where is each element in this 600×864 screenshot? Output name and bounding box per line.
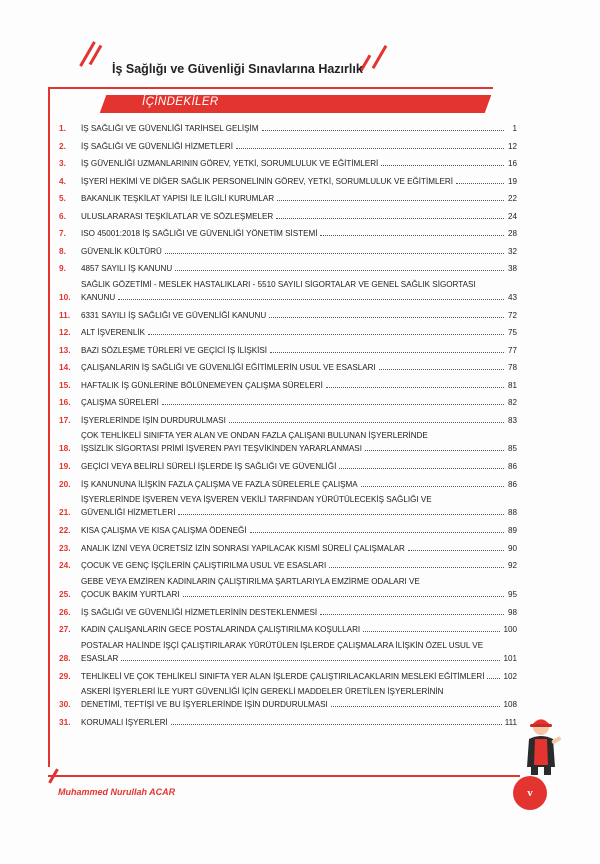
dot-leader <box>381 164 504 166</box>
toc-entry-page: 19 <box>507 176 517 186</box>
dot-leader <box>148 333 504 335</box>
toc-entry-title: BAZI SÖZLEŞME TÜRLERİ VE GEÇİCİ İŞ İLİŞKİSİ <box>81 345 268 355</box>
dot-leader <box>183 595 504 597</box>
toc-entry-number: 6. <box>59 210 66 221</box>
toc-entry-title: KORUMALI İŞYERLERİ <box>81 718 168 727</box>
toc-entry[interactable] <box>59 171 517 186</box>
toc-entry-title: 4857 SAYILI İŞ KANUNU <box>81 264 173 273</box>
toc-entry[interactable] <box>59 456 517 471</box>
dot-leader <box>262 129 504 131</box>
dot-leader <box>250 531 504 533</box>
toc-entry-title: DENETİMİ, TEFTİŞİ VE BU İŞYERLERİNDE İŞİN DURDURULMASI <box>81 700 328 709</box>
toc-entry-number: 31. <box>59 717 71 727</box>
toc-entry-title: ASKERİ İŞYERLERİ İLE YURT GÜVENLİĞİ İÇİN GEREKLİ MADDELER ÜRETİLEN İŞYERLERİNİN <box>81 687 444 696</box>
toc-entry-page: 86 <box>507 479 517 489</box>
dot-leader <box>171 723 502 725</box>
toc-entry-title: KADIN ÇALIŞANLARIN GECE POSTALARINDA ÇALIŞTIRILMA KOŞULLARI <box>81 625 361 634</box>
toc-entry-page: 89 <box>507 526 517 535</box>
toc-entry-title: 6331 SAYILI İŞ SAĞLIĞI VE GÜVENLİĞİ KANUNU <box>81 310 267 320</box>
toc-entry-number: 1. <box>59 123 66 133</box>
toc-entry[interactable] <box>59 427 517 453</box>
toc-entry[interactable] <box>59 305 517 320</box>
dot-leader <box>118 298 504 300</box>
toc-entry-title: KISA ÇALIŞMA VE KISA ÇALIŞMA ÖDENEĞİ <box>81 526 247 535</box>
dot-leader <box>408 549 504 551</box>
toc-entry[interactable] <box>59 602 517 617</box>
toc-entry-number: 12. <box>59 327 71 337</box>
toc-entry[interactable] <box>59 258 517 273</box>
dot-leader <box>269 316 504 318</box>
toc-entry-page: 88 <box>507 508 517 517</box>
toc-entry-page: 77 <box>507 345 517 355</box>
toc-entry-number: 26. <box>59 606 71 617</box>
toc-entry[interactable] <box>59 637 517 663</box>
toc-entry-page: 72 <box>507 310 517 320</box>
toc-entry-title: ÇALIŞMA SÜRELERİ <box>81 398 159 407</box>
toc-entry[interactable] <box>59 573 517 599</box>
toc-entry-title: İŞYERİ HEKİMİ VE DİĞER SAĞLIK PERSONELİNİN GÖREV, YETKİ, SORUMLULUK VE EĞİTİMLERİ <box>81 176 453 186</box>
toc-entry-number: 28. <box>59 652 71 663</box>
toc-entry[interactable] <box>59 491 517 517</box>
dot-leader <box>487 677 500 679</box>
frame-bottom-line <box>48 775 520 777</box>
toc-entry[interactable] <box>59 392 517 407</box>
toc-entry-page: 32 <box>507 246 517 256</box>
dot-leader <box>236 147 504 149</box>
toc-entry-title: GEÇİCİ VEYA BELİRLİ SÜRELİ İŞLERDE İŞ SAĞLIĞI VE GÜVENLİĞİ <box>81 462 337 471</box>
dot-leader <box>365 449 504 451</box>
toc-entry[interactable] <box>59 555 517 570</box>
book-title: İş Sağlığı ve Güvenliği Sınavlarına Hazırlık <box>112 62 363 76</box>
toc-entry-title: ÇOCUK VE GENÇ İŞÇİLERİN ÇALIŞTIRILMA USUL VE ESASLARI <box>81 561 327 570</box>
toc-entry-number: 8. <box>59 245 66 256</box>
toc-entry-title: ULUSLARARASI TEŞKİLATLAR VE SÖZLEŞMELER <box>81 211 274 221</box>
frame-top-line <box>48 87 493 89</box>
toc-entry-number: 16. <box>59 397 71 407</box>
toc-entry-title: KANUNU <box>81 292 116 302</box>
dot-leader <box>229 421 504 423</box>
toc-entry-title: ISO 45001:2018 İŞ SAĞLIĞI VE GÜVENLİĞİ YÖNETİM SİSTEMİ <box>81 229 318 238</box>
dot-leader <box>456 182 504 184</box>
toc-entry-title: İŞYERLERİNDE İŞVEREN VEYA İŞVEREN VEKİLİ TARFINDAN YÜRÜTÜLECEKİŞ SAĞLIĞI VE <box>81 495 432 504</box>
toc-entry[interactable] <box>59 118 517 133</box>
toc-entry-title: HAFTALIK İŞ GÜNLERİNE BÖLÜNEMEYEN ÇALIŞMA SÜRELERİ <box>81 380 323 390</box>
toc-entry[interactable] <box>59 223 517 238</box>
toc-entry-page: 16 <box>507 159 517 168</box>
toc-entry-page: 81 <box>507 380 517 390</box>
toc-entry-page: 83 <box>507 415 517 425</box>
dot-leader <box>339 467 504 469</box>
toc-entry-page: 82 <box>507 398 517 407</box>
toc-entry-title: GÜVENLİĞİ HİZMETLERİ <box>81 508 176 517</box>
toc-entry-number: 27. <box>59 624 71 634</box>
toc-entry-page: 102 <box>503 671 517 681</box>
toc-entry-title: SAĞLIK GÖZETİMİ - MESLEK HASTALIKLARI - 5510 SAYILI SİGORTALAR VE GENEL SAĞLIK SİGORTASI <box>81 279 476 289</box>
dot-leader <box>162 403 504 405</box>
toc-entry-title: İŞ SAĞLIĞI VE GÜVENLİĞİ HİZMETLERİNİN DESTEKLENMESİ <box>81 607 318 617</box>
toc-entry-number: 15. <box>59 379 71 390</box>
toc-entry-page: 86 <box>507 462 517 471</box>
toc-entry-title: POSTALAR HALİNDE İŞÇİ ÇALIŞTIRILARAK YÜRÜTÜLEN İŞLERDE ÇALIŞMALARA İLİŞKİN ÖZEL USUL VE <box>81 640 484 650</box>
toc-entry-number: 22. <box>59 525 71 535</box>
toc-entry-page: 24 <box>507 211 517 221</box>
dot-leader <box>329 566 504 568</box>
toc-entry-page: 1 <box>512 124 517 133</box>
dot-leader <box>270 351 504 353</box>
toc-heading: İÇİNDEKİLER <box>142 96 219 108</box>
toc-entry[interactable] <box>59 276 517 302</box>
toc-entry-page: 92 <box>507 561 517 570</box>
dot-leader <box>165 252 504 254</box>
toc-entry-title: BAKANLIK TEŞKİLAT YAPISI İLE İLGİLİ KURUMLAR <box>81 194 275 203</box>
toc-entry-title: GEBE VEYA EMZİREN KADINLARIN ÇALIŞTIRILMA ŞARTLARIYLA EMZİRME ODALARI VE <box>81 576 420 586</box>
toc-entry-title: ÇALIŞANLARIN İŞ SAĞLIĞI VE GÜVENLİĞİ EĞİTİMLERİN USUL VE ESASLARI <box>81 363 376 372</box>
toc-entry-title: ALT İŞVERENLİK <box>81 328 146 337</box>
worker-illustration <box>521 715 567 775</box>
toc-entry-page: 78 <box>507 363 517 372</box>
dot-leader <box>320 613 504 615</box>
toc-entry[interactable] <box>59 520 517 535</box>
toc-entry[interactable] <box>59 410 517 425</box>
toc-entry-number: 21. <box>59 507 71 517</box>
toc-entry-title: ÇOK TEHLİKELİ SINIFTA YER ALAN VE ONDAN FAZLA ÇALIŞANI BULUNAN İŞYERLERİNDE <box>81 431 428 440</box>
toc-entry[interactable] <box>59 538 517 553</box>
toc-entry-page: 38 <box>507 264 517 273</box>
toc-entry-page: 28 <box>507 229 517 238</box>
toc-entry-title: İŞ SAĞLIĞI VE GÜVENLİĞİ HİZMETLERİ <box>81 141 234 151</box>
toc-entry-number: 23. <box>59 542 71 553</box>
table-of-contents <box>59 118 517 730</box>
toc-entry[interactable] <box>59 375 517 390</box>
toc-entry-number: 5. <box>59 193 66 203</box>
toc-entry-number: 7. <box>59 228 66 238</box>
dot-leader <box>326 386 504 388</box>
toc-entry-number: 29. <box>59 670 71 681</box>
toc-entry-title: TEHLİKELİ VE ÇOK TEHLİKELİ SINIFTA YER ALAN İŞLERDE ÇALIŞTIRILACAKLARIN MESLEKİ EĞİTİMLERİ <box>81 671 485 681</box>
dot-leader <box>276 217 504 219</box>
dot-leader <box>121 659 500 661</box>
toc-entry-title: İŞSİZLİK SİGORTASI PRİMİ İŞVEREN PAYI TEŞVİKİNDEN YARARLANMASI <box>81 444 362 453</box>
toc-entry-number: 24. <box>59 560 71 570</box>
toc-entry[interactable] <box>59 712 517 727</box>
dot-leader <box>178 513 504 515</box>
toc-entry-page: 22 <box>507 194 517 203</box>
toc-entry-number: 19. <box>59 461 71 471</box>
toc-entry-title: ÇOCUK BAKIM YURTLARI <box>81 589 180 599</box>
toc-entry-title: ESASLAR <box>81 653 119 663</box>
toc-entry[interactable] <box>59 357 517 372</box>
toc-entry-number: 20. <box>59 478 71 489</box>
toc-entry-number: 13. <box>59 344 71 355</box>
dot-leader <box>331 705 501 707</box>
dot-leader <box>175 269 504 271</box>
dot-leader <box>363 630 500 632</box>
toc-entry[interactable] <box>59 188 517 203</box>
dot-leader <box>277 199 504 201</box>
toc-entry-title: İŞYERLERİNDE İŞİN DURDURULMASI <box>81 415 226 425</box>
toc-entry-number: 3. <box>59 158 66 168</box>
toc-entry-page: 108 <box>503 700 517 709</box>
toc-entry-page: 95 <box>507 589 517 599</box>
toc-entry-page: 85 <box>507 444 517 453</box>
toc-entry-number: 2. <box>59 140 66 151</box>
toc-entry-page: 12 <box>507 141 517 151</box>
toc-entry-number: 17. <box>59 414 71 425</box>
toc-entry-page: 101 <box>503 653 517 663</box>
decor-slash <box>372 45 388 69</box>
page-number-badge: v <box>513 776 547 810</box>
toc-entry[interactable] <box>59 619 517 634</box>
toc-entry[interactable] <box>59 474 517 489</box>
toc-entry-page: 43 <box>507 292 517 302</box>
dot-leader <box>361 485 504 487</box>
toc-entry-page: 111 <box>504 718 517 727</box>
toc-entry[interactable] <box>59 206 517 221</box>
dot-leader <box>320 234 504 236</box>
toc-entry-title: GÜVENLİK KÜLTÜRÜ <box>81 246 162 256</box>
toc-entry[interactable] <box>59 322 517 337</box>
toc-entry-number: 14. <box>59 362 71 372</box>
toc-entry-page: 100 <box>503 625 517 634</box>
toc-entry-title: İŞ GÜVENLİĞİ UZMANLARININ GÖREV, YETKİ, SORUMLULUK VE EĞİTİMLERİ <box>81 159 379 168</box>
toc-entry[interactable] <box>59 153 517 168</box>
toc-entry-number: 4. <box>59 175 66 186</box>
toc-entry-number: 18. <box>59 443 71 453</box>
toc-entry-number: 10. <box>59 291 71 302</box>
dot-leader <box>379 368 504 370</box>
toc-entry-page: 90 <box>507 543 517 553</box>
toc-entry[interactable] <box>59 340 517 355</box>
frame-left-line <box>48 87 50 767</box>
author-name: Muhammed Nurullah ACAR <box>58 787 176 797</box>
toc-entry[interactable] <box>59 683 517 709</box>
toc-entry[interactable] <box>59 241 517 256</box>
toc-entry[interactable] <box>59 666 517 681</box>
toc-entry-page: 98 <box>507 607 517 617</box>
toc-entry-title: ANALIK İZNİ VEYA ÜCRETSİZ İZİN SONRASI YAPILACAK KISMİ SÜRELİ ÇALIŞMALAR <box>81 543 405 553</box>
toc-entry-title: İŞ SAĞLIĞI VE GÜVENLİĞİ TARİHSEL GELİŞİM <box>81 124 259 133</box>
toc-entry-page: 75 <box>507 328 517 337</box>
toc-entry-number: 30. <box>59 699 71 709</box>
toc-entry-number: 25. <box>59 588 71 599</box>
toc-entry-number: 9. <box>59 263 66 273</box>
toc-entry-title: İŞ KANUNUNA İLİŞKİN FAZLA ÇALIŞMA VE FAZLA SÜRELERLE ÇALIŞMA <box>81 479 358 489</box>
toc-entry[interactable] <box>59 136 517 151</box>
toc-entry-number: 11. <box>59 309 71 320</box>
